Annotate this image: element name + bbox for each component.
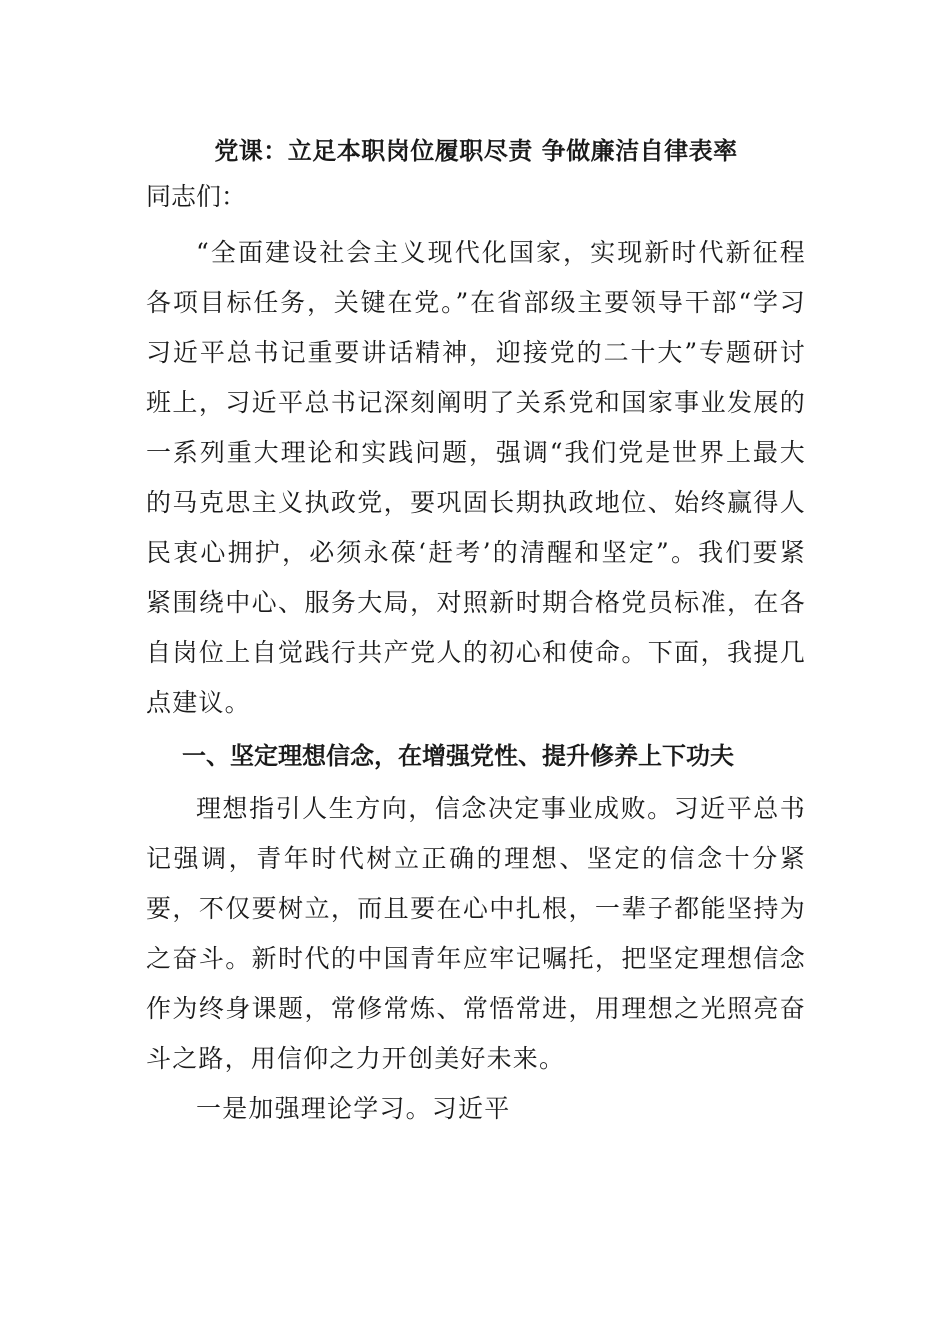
- intro-paragraph: “全面建设社会主义现代化国家，实现新时代新征程各项目标任务，关键在党。”在省部级主要领导干部“学习习近平总书记重要讲话精神，迎接党的二十大”专题研讨班上，习近平总书记深刻阐明了关系党和国家事业发展的一系列重大理论和实践问题，强调“我们党是世界上最大的马克思主义执政党，要巩固长期执政地位、始终赢得人民衷心拥护，必须永葆‘赶考’的清醒和坚定”。我们要紧紧围绕中心、服务大局，对照新时期合格党员标准，在各自岗位上自觉践行共产党人的初心和使命。下面，我提几点建议。: [146, 238, 806, 717]
- document-body: [146, 130, 806, 1134]
- document-title: 党课：立足本职岗位履职尽责 争做廉洁自律表率: [214, 137, 738, 165]
- salutation: 同志们：: [146, 182, 247, 211]
- subpoint-1-paragraph: 一是加强理论学习。习近平: [196, 1094, 511, 1123]
- section-heading-1: 一、坚定理想信念，在增强党性、提升修养上下功夫: [182, 742, 734, 770]
- section-1-paragraph: 理想指引人生方向，信念决定事业成败。习近平总书记强调，青年时代树立正确的理想、坚定的信念十分紧要，不仅要树立，而且要在心中扎根，一辈子都能坚持为之奋斗。新时代的中国青年应牢记嘱托，把坚定理想信念作为终身课题，常修常炼、常悟常进，用理想之光照亮奋斗之路，用信仰之力开创美好未来。: [146, 794, 806, 1073]
